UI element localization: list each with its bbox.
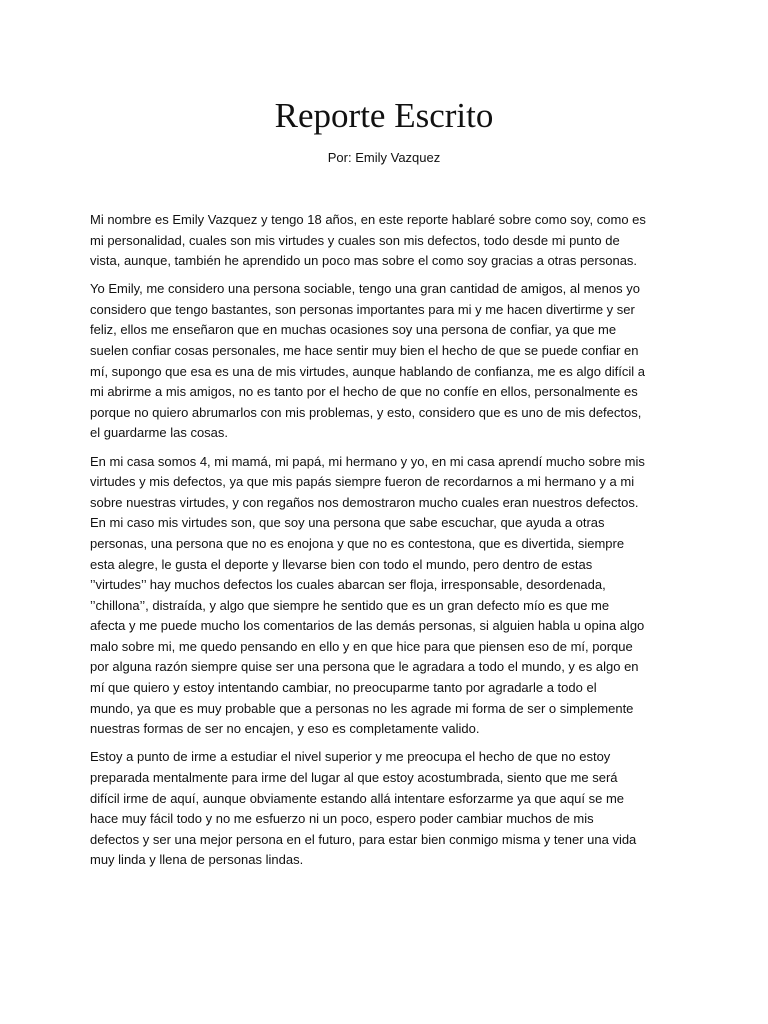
text-line: mi abrirme a mis amigos, no es tanto por el hecho de que no confíe en ellos, personalmente es bbox=[90, 384, 638, 400]
text-line: muy linda y llena de personas lindas. bbox=[90, 852, 304, 868]
document-body bbox=[90, 210, 678, 878]
text-line: porque no quiero abrumarlos con mis problemas, y esto, considero que es uno de mis defectos, bbox=[90, 404, 642, 420]
text-line: mí que quiero y estoy intentando cambiar, no preocuparme tanto por agradarle a todo el bbox=[90, 680, 597, 696]
text-line: personas, una persona que no es enojona y que no es contestona, que es divertida, siempre bbox=[90, 535, 625, 551]
text-line: mundo, ya que es muy probable que a personas no les agrade mi forma de ser o simplemente bbox=[90, 700, 634, 716]
text-line: En mi casa somos 4, mi mamá, mi papá, mi hermano y yo, en mi casa aprendí mucho sobre mis bbox=[90, 453, 645, 469]
text-line: hace muy fácil todo y no me esfuerzo ni un poco, espero poder cambiar muchos de mis bbox=[90, 811, 594, 827]
text-line: virtudes y mis defectos, ya que mis papás siempre fueron de recordarnos a mi hermano y a mi bbox=[90, 474, 635, 490]
text-line: afecta y me puede mucho los comentarios de las demás personas, si alguien habla u opina algo bbox=[90, 618, 645, 634]
text-line: esta alegre, le gusta el deporte y llevarse bien con todo el mundo, pero dentro de estas bbox=[90, 556, 593, 572]
paragraph-3 bbox=[90, 452, 678, 740]
text-line: Estoy a punto de irme a estudiar el nivel superior y me preocupa el hecho de que no estoy bbox=[90, 749, 611, 765]
text-line: ’’virtudes’’ hay muchos defectos los cuales abarcan ser floja, irresponsable, desordenada, bbox=[90, 577, 606, 593]
text-line: el guardarme las cosas. bbox=[90, 425, 229, 441]
text-line: preparada mentalmente para irme del lugar al que estoy acostumbrada, siento que me será bbox=[90, 769, 618, 785]
text-line: suelen confiar cosas personales, me hace sentir muy bien el hecho de que se puede confiar en bbox=[90, 343, 639, 359]
text-line: feliz, ellos me enseñaron que en muchas ocasiones soy una persona de confiar, ya que me bbox=[90, 322, 617, 338]
text-line: sobre nuestras virtudes, y con regaños nos demostraron mucho cuales eran nuestros defectos. bbox=[90, 494, 639, 510]
text-line: mí, supongo que esa es una de mis virtudes, aunque hablando de confianza, me es algo difícil a bbox=[90, 363, 646, 379]
text-line: defectos y ser una mejor persona en el futuro, para estar bien conmigo misma y tener una vida bbox=[90, 831, 637, 847]
text-line: difícil irme de aquí, aunque obviamente estando allá intentare esforzarme ya que aquí se me bbox=[90, 790, 625, 806]
text-line: vista, aunque, también he aprendido un poco mas sobre el como soy gracias a otras personas. bbox=[90, 253, 638, 269]
text-line: Yo Emily, me considero una persona sociable, tengo una gran cantidad de amigos, al menos yo bbox=[90, 281, 640, 297]
text-line: mi personalidad, cuales son mis virtudes y cuales son mis defectos, todo desde mi punto de bbox=[90, 232, 620, 248]
author-byline: Por: Emily Vazquez bbox=[327, 150, 441, 165]
text-line: nuestras formas de ser no encajen, y eso es completamente valido. bbox=[90, 721, 480, 737]
text-line: considero que tengo bastantes, son personas importantes para mi y me hacen divertirme y ser bbox=[90, 301, 635, 317]
paragraph-4 bbox=[90, 747, 678, 871]
paragraph-1 bbox=[90, 210, 678, 272]
text-line: malo sobre mi, me quedo pensando en ello y en que hice para que piensen eso de mí, porque bbox=[90, 638, 633, 654]
document-title: Reporte Escrito bbox=[274, 96, 494, 135]
text-line: por alguna razón siempre quise ser una persona que le agradara a todo el mundo, y es algo en bbox=[90, 659, 639, 675]
text-line: Mi nombre es Emily Vazquez y tengo 18 años, en este reporte hablaré sobre como soy, como es bbox=[90, 212, 646, 227]
paragraph-2 bbox=[90, 279, 678, 444]
text-line: ’’chillona’’, distraída, y algo que siempre he sentido que es un gran defecto mío es que me bbox=[90, 597, 610, 613]
text-line: En mi caso mis virtudes son, que soy una persona que sabe escuchar, que ayuda a otras bbox=[90, 515, 605, 531]
